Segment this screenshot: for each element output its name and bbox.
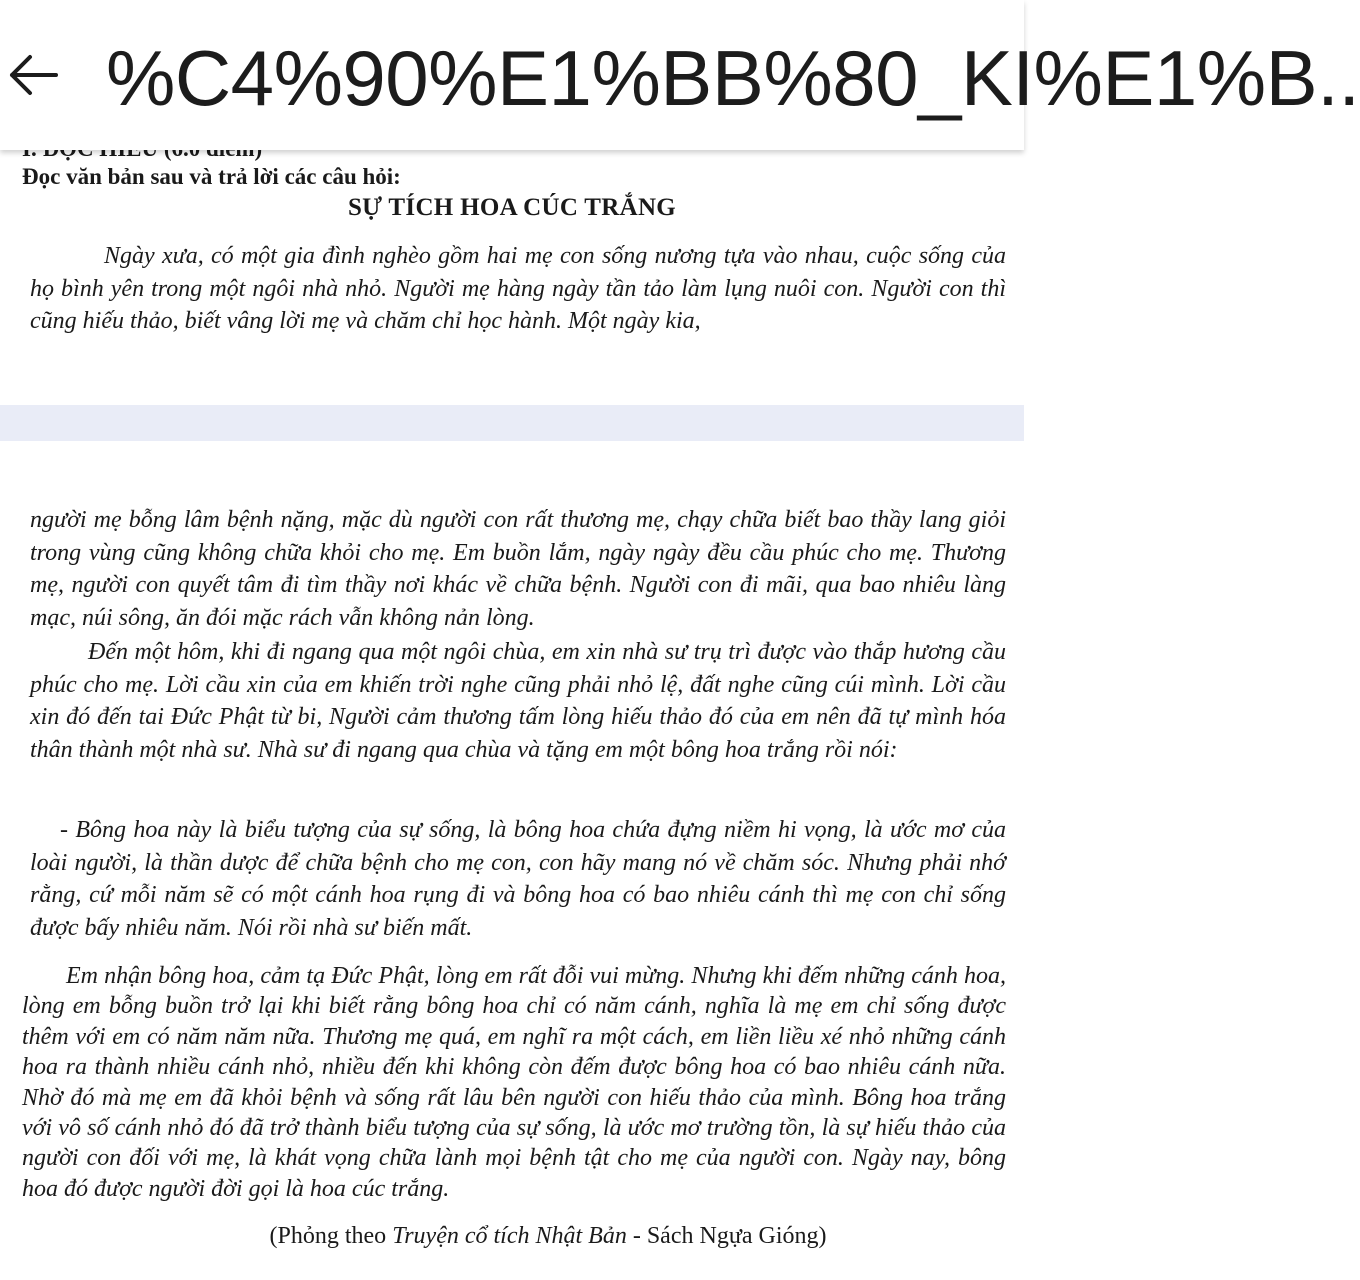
story-title: SỰ TÍCH HOA CÚC TRẮNG bbox=[347, 194, 677, 221]
source-prefix: (Phỏng theo bbox=[269, 1223, 393, 1249]
instruction-text: Đọc văn bản sau và trả lời các câu hỏi: bbox=[22, 164, 401, 189]
file-title: %C4%90%E1%BB%80_KI%E1%B.. bbox=[106, 34, 1360, 122]
app-header bbox=[0, 0, 1360, 150]
page-separator bbox=[0, 405, 1024, 441]
back-button[interactable] bbox=[4, 50, 60, 100]
paragraph: người mẹ bỗng lâm bệnh nặng, mặc dù người con rất thương mẹ, chạy chữa biết bao thầy lang giỏi trong vùng cũng không chữa khỏi cho mẹ. Em buồn lắm, ngày ngày đều cầu phúc cho mẹ. Thương mẹ, người con quyết tâm đi tìm thầy nơi khác về chữa bệnh. Người con đi mãi, qua bao nhiêu làng mạc, núi sông, ăn đói mặc rách vẫn không nản lòng. bbox=[30, 507, 1006, 631]
source-suffix: - Sách Ngựa Gióng) bbox=[626, 1223, 827, 1249]
source-citation bbox=[0, 1223, 1096, 1250]
back-arrow-icon bbox=[4, 50, 60, 100]
paragraph: Đến một hôm, khi đi ngang qua một ngôi chùa, em xin nhà sư trụ trì được vào thắp hương cầu phúc cho mẹ. Lời cầu xin của em khiến trời nghe cũng phải nhỏ lệ, đất nghe cũng cúi mình. Lời cầu xin đó đến tai Đức Phật từ bi, Người cảm thương tấm lòng hiếu thảo đó của em nên đã tự mình hóa thân thành một nhà sư. Nhà sư đi ngang qua chùa và tặng em một bông hoa trắng rồi nói: bbox=[30, 639, 1006, 763]
paragraph: - Bông hoa này là biểu tượng của sự sống, là bông hoa chứa đựng niềm hi vọng, là ước mơ của loài người, là thần dược để chữa bệnh cho mẹ con, con hãy mang nó về chăm sóc. Nhưng phải nhớ rằng, cứ mỗi năm sẽ có một cánh hoa rụng đi và bông hoa có bao nhiêu cánh thì mẹ con chỉ sống được bấy nhiêu năm. Nói rồi nhà sư biến mất. bbox=[30, 817, 1006, 941]
paragraph: Em nhận bông hoa, cảm tạ Đức Phật, lòng em rất đỗi vui mừng. Nhưng khi đếm những cánh hoa, lòng em bỗng buồn trở lại khi biết rằng bông hoa chỉ có năm cánh, nghĩa là mẹ em chỉ sống được thêm với em có năm năm nữa. Thương mẹ quá, em nghĩ ra một cách, em liền liều xé nhỏ những cánh hoa ra thành nhiều cánh nhỏ, nhiều đến khi không còn đếm được bông hoa có bao nhiêu cánh nữa. Nhờ đó mà mẹ em đã khỏi bệnh và sống rất lâu bên người con hiếu thảo của mình. Bông hoa trắng với vô số cánh nhỏ đó đã trở thành biểu tượng của sự sống, là ước mơ trường tồn, là sự hiếu thảo của người con đối với mẹ, là khát vọng chữa lành mọi bệnh tật cho mẹ của người con. Ngày nay, bông hoa đó được người đời gọi là hoa cúc trắng. bbox=[22, 963, 1006, 1202]
source-book: Truyện cổ tích Nhật Bản bbox=[392, 1223, 627, 1249]
paragraph: Ngày xưa, có một gia đình nghèo gồm hai mẹ con sống nương tựa vào nhau, cuộc sống của họ bình yên trong một ngôi nhà nhỏ. Người mẹ hàng ngày tần tảo làm lụng nuôi con. Người con thì cũng hiếu thảo, biết vâng lời mẹ và chăm chỉ học hành. Một ngày kia, bbox=[30, 243, 1006, 334]
document-page-1 bbox=[0, 150, 1024, 405]
document-page-2 bbox=[0, 441, 1024, 1280]
